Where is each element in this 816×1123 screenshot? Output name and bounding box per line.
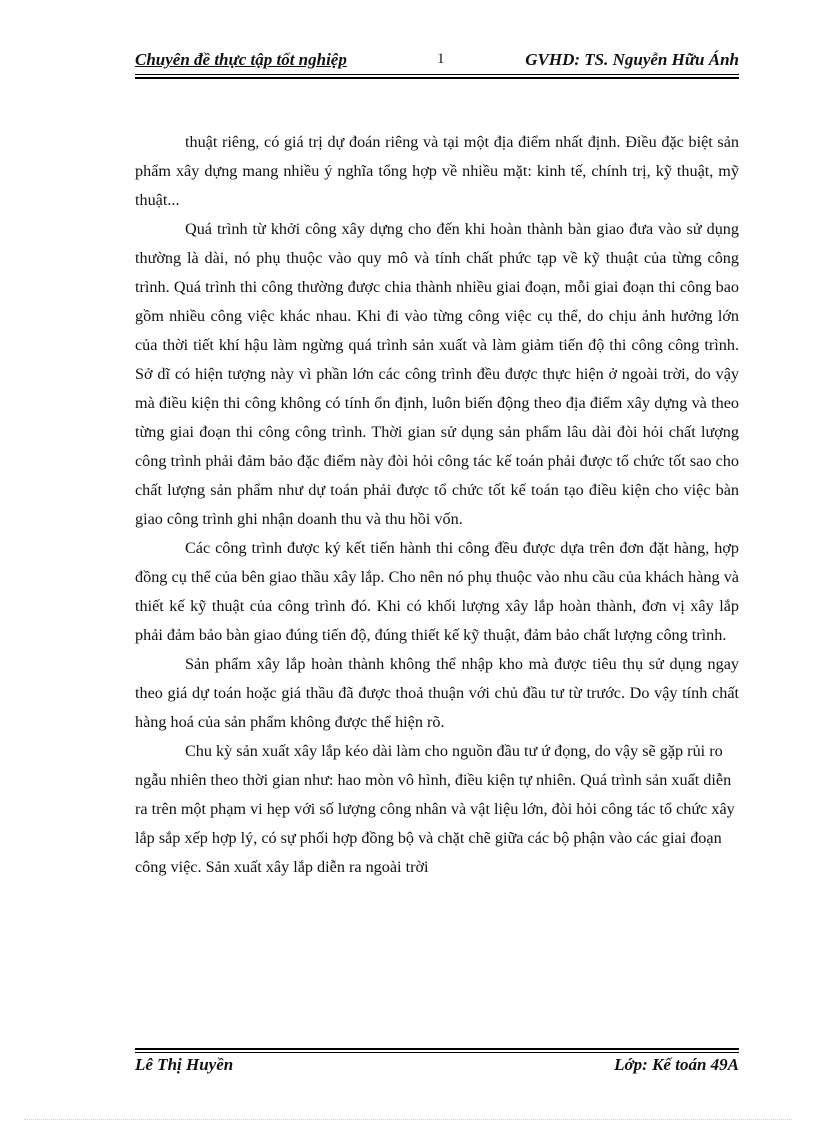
paragraph: thuật riêng, có giá trị dự đoán riêng và tại một địa điểm nhất định. Điều đặc biệt sản phẩm xây dựng mang nhiều ý nghĩa tổng hợp về nhiều mặt: kinh tế, chính trị, kỹ thuật, mỹ thuật...: [135, 133, 739, 209]
document-body: [135, 128, 739, 882]
page-header: [135, 50, 739, 72]
header-divider-thin: [135, 74, 739, 75]
footer-divider-thick: [135, 1048, 739, 1050]
header-divider-thick: [135, 77, 739, 79]
footer-author: Lê Thị Huyền: [135, 1055, 234, 1074]
paragraph: Các công trình được ký kết tiến hành thi công đều được dựa trên đơn đặt hàng, hợp đồng cụ thể của bên giao thầu xây lắp. Cho nên nó phụ thuộc vào nhu cầu của khách hàng và thiết kế kỹ thuật của công trình đó. Khi có khối lượng xây lắp hoàn thành, đơn vị xây lắp phải đảm bảo bàn giao đúng tiến độ, đúng thiết kế kỹ thuật, đảm bảo chất lượng công trình.: [135, 539, 739, 644]
page-bottom-edge: [24, 1119, 792, 1120]
paragraph: Quá trình từ khởi công xây dựng cho đến khi hoàn thành bàn giao đưa vào sử dụng thường là dài, nó phụ thuộc vào quy mô và tính chất phức tạp về kỹ thuật của từng công trình. Quá trình thi công thường được chia thành nhiều giai đoạn, mỗi giai đoạn thi công bao gồm nhiều công việc khác nhau. Khi đi vào từng công việc cụ thể, do chịu ảnh hưởng lớn của thời tiết khí hậu làm ngừng quá trình sản xuất và làm giảm tiến độ thi công công trình. Sở dĩ có hiện tượng này vì phần lớn các công trình đều được thực hiện ở ngoài trời, do vậy mà điều kiện thi công không có tính ổn định, luôn biến động theo địa điểm xây dựng và theo từng giai đoạn thi công công trình. Thời gian sử dụng sản phẩm lâu dài đòi hỏi chất lượng công trình phải đảm bảo đặc điểm này đòi hỏi công tác kế toán phải được tổ chức tốt sao cho chất lượng sản phẩm như dự toán phải được tổ chức tốt kế toán tạo điều kiện cho việc bàn giao công trình ghi nhận doanh thu và thu hồi vốn.: [135, 220, 739, 528]
paragraph: Chu kỳ sản xuất xây lắp kéo dài làm cho nguồn đầu tư ứ đọng, do vậy sẽ gặp rủi ro ngẫu nhiên theo thời gian như: hao mòn vô hình, điều kiện tự nhiên. Quá trình sản xuất diễn ra trên một phạm vi hẹp với số lượng công nhân và vật liệu lớn, đòi hỏi công tác tổ chức xây lắp sắp xếp hợp lý, có sự phối hợp đồng bộ và chặt chẽ giữa các bộ phận vào các giai đoạn công việc. Sản xuất xây lắp diễn ra ngoài trời: [135, 742, 735, 876]
page-footer: [135, 1055, 739, 1077]
footer-divider-thin: [135, 1052, 739, 1053]
footer-class: Lớp: Kế toán 49A: [614, 1055, 739, 1074]
page-number: 1: [437, 51, 445, 67]
paragraph: Sản phẩm xây lắp hoàn thành không thể nhập kho mà được tiêu thụ sử dụng ngay theo giá dự toán hoặc giá thầu đã được thoả thuận với chủ đầu tư từ trước. Do vậy tính chất hàng hoá của sản phẩm không được thể hiện rõ.: [135, 655, 739, 731]
header-thesis-title: Chuyên đề thực tập tốt nghiệp: [135, 50, 347, 69]
header-supervisor: GVHD: TS. Nguyễn Hữu Ánh: [525, 50, 739, 69]
